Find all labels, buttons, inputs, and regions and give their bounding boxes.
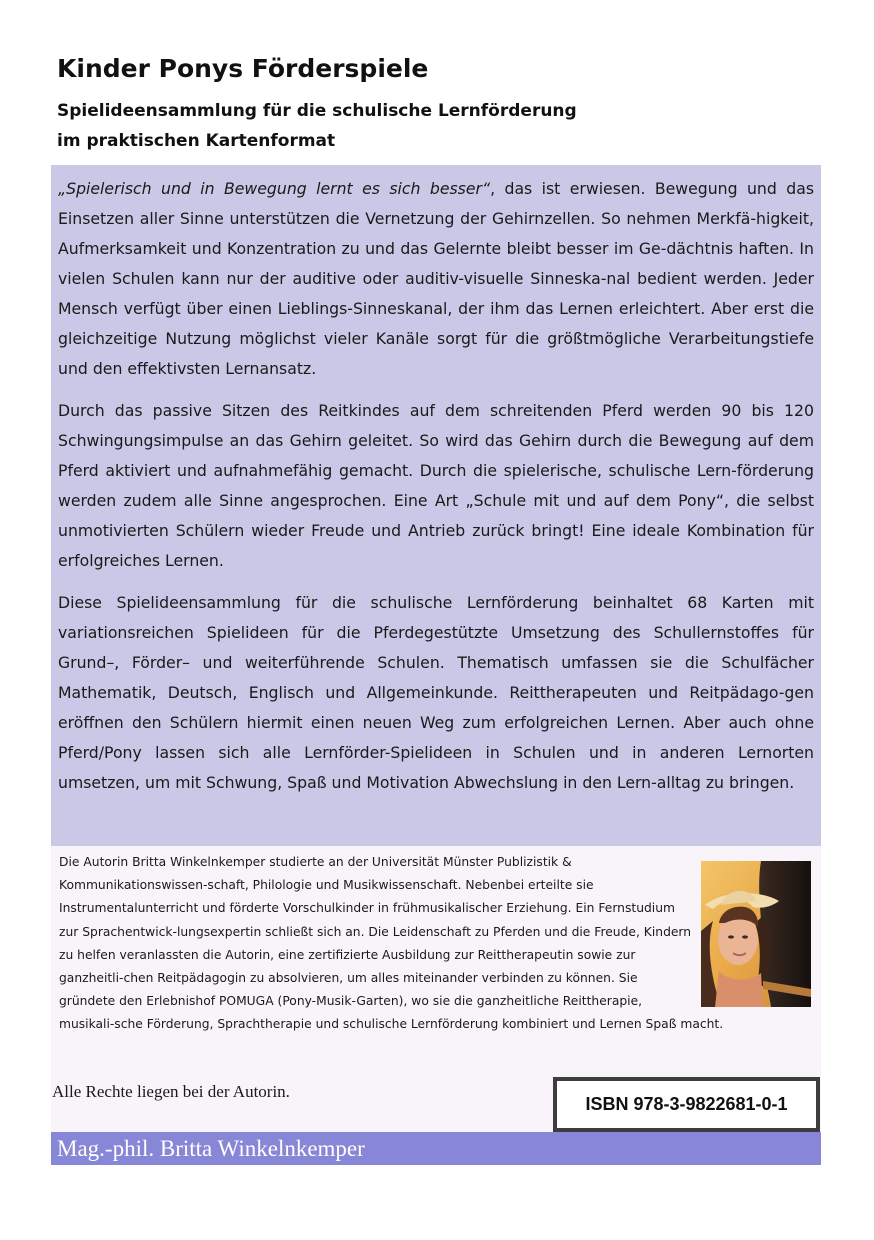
author-bio-text: Die Autorin Britta Winkelnkemper studierte an der Universität Münster Publizistik & Kommunikationswissen-schaft, Philologie und Musikwissenschaft. Nebenbei erteilte sie Instrumentalunterricht und förderte Vorschulkinder in frühmusikalischer Erziehung. Ein Fernstudium zur Sprachentwick-lungsexpertin schließt sich an. Die Leidenschaft zu Pferden und die Freude, Kindern zu helfen veranlassten die Autorin, eine zertifizierte Ausbildung zur Reittherapeutin sowie zur ganzheitli-chen Reitpädagogin zu absolvieren, um alles miteinander verbinden zu können. Sie gründete den Erlebnishof POMUGA (Pony-Musik-Garten), wo sie die ganzheitliche Reittherapie, musikali-sche Förderung, Sprachtherapie und schulische Lernförderung kombiniert und Lernen Spaß macht. — [59, 855, 724, 1032]
subtitle-line-1: Spielideensammlung für die schulische Lernförderung — [57, 101, 577, 121]
description-paragraph-3: Diese Spielideensammlung für die schulische Lernförderung beinhaltet 68 Karten mit variationsreichen Spielideen für die Pferdegestützte Umsetzung des Schullernstoffes für Grund–, Förder– und weiterführende Schulen. Thematisch umfassen sie die Schulfächer Mathematik, Deutsch, Englisch und Allgemeinkunde. Reittherapeuten und Reitpädago-gen eröffnen den Schülern hiermit einen neuen Weg zum erfolgreichen Lernen. Aber auch ohne Pferd/Pony lassen sich alle Lernförder-Spielideen in Schulen und in anderen Lernorten umsetzen, um mit Schwung, Spaß und Motivation Abwechslung in den Lern-alltag zu bringen. — [58, 593, 814, 792]
subtitle-line-2: im praktischen Kartenformat — [57, 131, 336, 151]
description-paragraph-1-text: , das ist erwiesen. Bewegung und das Einsetzen aller Sinne unterstützen die Vernetzung der Gehirnzellen. So nehmen Merkfä-higkeit, Aufmerksamkeit und Konzentration zu und das Gelernte bleibt besser im Ge-dächtnis haften. In vielen Schulen kann nur der auditive oder auditiv-visuelle Sinneska-nal bedient werden. Jeder Mensch verfügt über einen Lieblings-Sinneskanal, der ihm das Lernen erleichtert. Aber erst die gleichzeitige Nutzung möglichst vieler Kanäle sorgt für die größtmögliche Verarbeitungstiefe und den effektivsten Lernansatz. — [58, 179, 815, 378]
author-photo — [701, 861, 811, 1007]
isbn-number: ISBN 978-3-9822681-0-1 — [585, 1094, 788, 1114]
author-bio — [59, 851, 811, 1037]
isbn-box — [553, 1077, 820, 1132]
book-description-panel — [51, 165, 821, 846]
author-name: Mag.-phil. Britta Winkelnkemper — [57, 1135, 365, 1161]
book-title: Kinder Ponys Förderspiele — [57, 54, 429, 83]
description-quote: „Spielerisch und in Bewegung lernt es sich besser“ — [58, 179, 491, 198]
description-paragraph-2: Durch das passive Sitzen des Reitkindes auf dem schreitenden Pferd werden 90 bis 120 Schwingungsimpulse an das Gehirn geleitet. So wird das Gehirn durch die Bewegung auf dem Pferd aktiviert und aufnahmefähig gemacht. Durch die spielerische, schulische Lern-förderung werden zudem alle Sinne angesprochen. Eine Art „Schule mit und auf dem Pony“, die selbst unmotivierten Schülern wieder Freude und Antrieb zurück bringt! Eine ideale Kombination für erfolgreiches Lernen. — [58, 401, 814, 570]
author-name-bar — [51, 1132, 821, 1165]
description-paragraph-1 — [58, 174, 814, 384]
copyright-notice: Alle Rechte liegen bei der Autorin. — [52, 1082, 290, 1101]
book-subtitle — [57, 96, 577, 156]
